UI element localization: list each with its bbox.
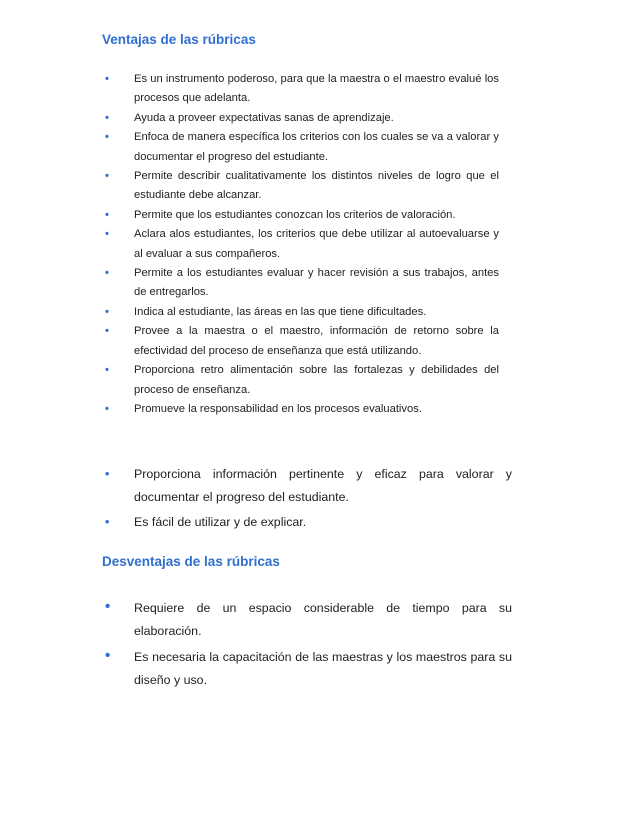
bullet-icon: • <box>105 73 109 85</box>
bullet-icon: • <box>105 131 109 144</box>
bullet-icon: • <box>105 208 109 221</box>
list-item <box>105 167 499 206</box>
list-item-text: Indica al estudiante, las áreas en las que tiene dificultades. <box>134 305 427 318</box>
bullet-icon: • <box>105 467 110 481</box>
list-item-text: Enfoca de manera específica los criterios con los cuales se va a valorar y documentar el progreso del estudiante. <box>134 131 499 163</box>
list-item-text: Proporciona retro alimentación sobre las fortalezas y debilidades del proceso de enseñanza. <box>134 364 499 396</box>
bullet-icon: • <box>105 598 111 615</box>
bullet-icon: • <box>105 267 109 280</box>
list-item <box>105 511 512 534</box>
bullet-icon: • <box>105 515 110 529</box>
list-item-text: Permite que los estudiantes conozcan los criterios de valoración. <box>134 208 456 221</box>
list-item-text: Promueve la responsabilidad en los procesos evaluativos. <box>134 402 422 415</box>
bullet-icon: • <box>105 228 109 241</box>
bullet-icon: • <box>105 170 109 183</box>
list-item-text: Ayuda a proveer expectativas sanas de aprendizaje. <box>134 111 394 124</box>
list-item <box>105 303 499 322</box>
bullet-icon: • <box>105 647 111 664</box>
list-item-text: Requiere de un espacio considerable de tiempo para su elaboración. <box>134 601 512 638</box>
list-item-text: Permite a los estudiantes evaluar y hacer revisión a sus trabajos, antes de entregarlos. <box>134 267 499 299</box>
bullet-icon: • <box>105 325 109 338</box>
ventajas-extra-list <box>105 463 512 537</box>
bullet-icon: • <box>105 402 109 415</box>
list-item-text: Es un instrumento poderoso, para que la maestra o el maestro evalué los procesos que adelanta. <box>134 73 499 105</box>
bullet-icon: • <box>105 111 109 124</box>
ventajas-heading: Ventajas de las rúbricas <box>102 32 256 47</box>
list-item-text: Es necesaria la capacitación de las maestras y los maestros para su diseño y uso. <box>134 650 512 687</box>
ventajas-list <box>105 70 499 419</box>
list-item-text: Aclara alos estudiantes, los criterios que debe utilizar al autoevaluarse y al evaluar a sus compañeros. <box>134 228 499 260</box>
bullet-icon: • <box>105 364 109 377</box>
desventajas-list <box>105 597 512 695</box>
list-item-text: Proporciona información pertinente y eficaz para valorar y documentar el progreso del estudiante. <box>134 467 512 504</box>
list-item <box>105 128 499 167</box>
list-item-text: Es fácil de utilizar y de explicar. <box>134 515 307 529</box>
list-item <box>105 264 499 303</box>
list-item <box>105 206 499 225</box>
list-item <box>105 70 499 109</box>
list-item <box>105 463 512 508</box>
list-item <box>105 322 499 361</box>
list-item-text: Provee a la maestra o el maestro, información de retorno sobre la efectividad del proceso de enseñanza que está utilizando. <box>134 325 499 357</box>
bullet-icon: • <box>105 305 109 318</box>
list-item <box>105 109 499 128</box>
list-item <box>105 225 499 264</box>
list-item <box>105 361 499 400</box>
list-item <box>105 597 512 642</box>
desventajas-heading: Desventajas de las rúbricas <box>102 554 280 569</box>
list-item <box>105 400 499 419</box>
list-item <box>105 646 512 691</box>
list-item-text: Permite describir cualitativamente los distintos niveles de logro que el estudiante debe alcanzar. <box>134 170 499 202</box>
